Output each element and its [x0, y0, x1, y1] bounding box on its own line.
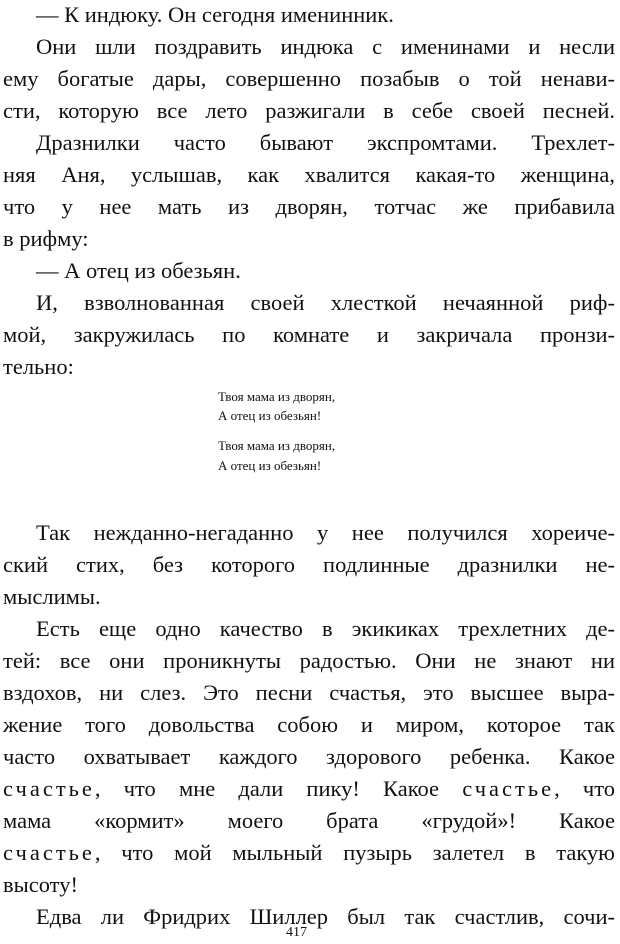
- text-line: няя Аня, услышав, как хвалится какая-то женщина,: [3, 162, 615, 187]
- text-line: вздохов, ни слез. Это песни счастья, это высшее выра-: [3, 680, 615, 705]
- spaced-word: счастье: [462, 776, 555, 801]
- page-number: 417: [286, 925, 307, 940]
- text-line: — К индюку. Он сегодня именинник.: [36, 2, 394, 27]
- poem-line: А отец из обезьян!: [218, 458, 322, 473]
- spaced-word: счастье: [3, 776, 95, 801]
- poem-line: Твоя мама из дворян,: [218, 438, 336, 453]
- text-line: мой, закружилась по комнате и закричала пронзи-: [3, 322, 615, 347]
- text-line: И, взволнованная своей хлесткой нечаянной риф-: [36, 290, 615, 315]
- text-line: [3, 776, 615, 802]
- text-line: Дразнилки часто бывают экспромтами. Трехлет-: [36, 130, 615, 155]
- text-span: , что мой мыльный пузырь залетел в такую: [94, 840, 615, 865]
- text-line: что у нее мать из дворян, тотчас же прибавила: [3, 194, 615, 219]
- text-line: [3, 840, 615, 866]
- text-line: жение того довольства собою и миром, которое так: [3, 712, 615, 737]
- text-line: в рифму:: [3, 226, 89, 251]
- poem-line: А отец из обезьян!: [218, 408, 322, 423]
- poem-line: Твоя мама из дворян,: [218, 389, 336, 404]
- text-line: сти, которую все лето разжигали в себе своей песней.: [3, 98, 615, 123]
- text-line: высоту!: [3, 872, 78, 897]
- text-line: — А отец из обезьян.: [36, 258, 241, 283]
- text-line: тей: все они проникнуты радостью. Они не знают ни: [3, 648, 615, 673]
- text-line: Едва ли Фридрих Шиллер был так счастлив, сочи-: [36, 904, 615, 929]
- text-line: мыслимы.: [3, 584, 101, 609]
- text-line: ский стих, без которого подлинные дразнилки не-: [3, 552, 615, 577]
- text-line: Они шли поздравить индюка с именинами и несли: [36, 34, 615, 59]
- text-span: , что: [554, 776, 615, 801]
- spaced-word: счастье: [3, 840, 95, 865]
- text-line: Так нежданно-негаданно у нее получился хореиче-: [36, 520, 615, 545]
- text-line: ему богатые дары, совершенно позабыв о той ненави-: [3, 66, 615, 91]
- text-line: Есть еще одно качество в экикиках трехлетних де-: [36, 616, 615, 641]
- text-span: , что мне дали пику! Какое: [94, 776, 463, 801]
- text-line: тельно:: [3, 354, 74, 379]
- text-line: мама «кормит» моего брата «грудой»! Какое: [3, 808, 615, 833]
- text-line: часто охватывает каждого здорового ребенка. Какое: [3, 744, 615, 769]
